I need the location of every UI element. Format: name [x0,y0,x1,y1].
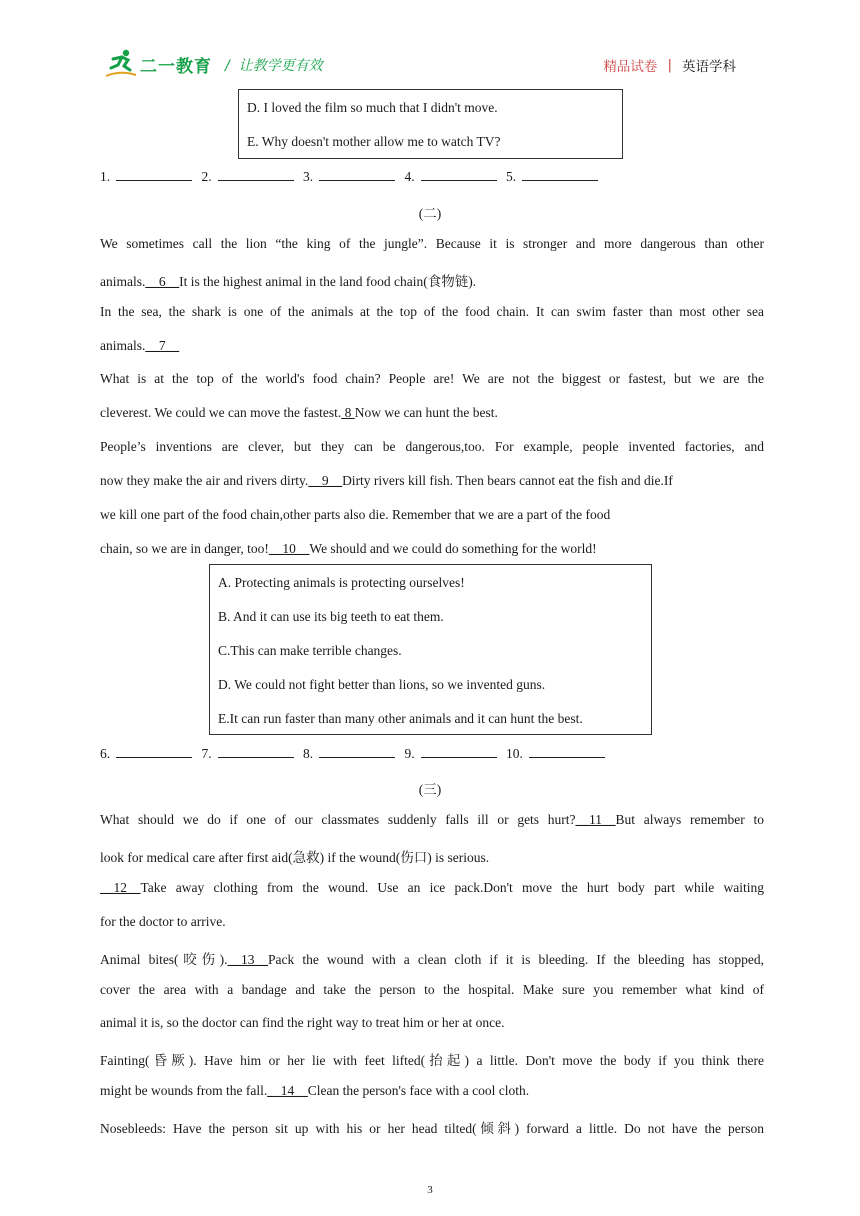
page-number: 3 [427,1184,433,1196]
paragraph-line: What is at the top of the world's food chain? People are! We are not the biggest or fastest, but we are the [100,371,764,386]
answer-blank[interactable] [522,168,598,181]
paragraph-line: In the sea, the shark is one of the animals at the top of the food chain. It can swim faster than most other sea [100,304,764,319]
paragraph-line: Animal bites(咬伤).__13__Pack the wound with a clean cloth if it is bleeding. If the bleeding has stopped, [100,952,764,967]
paragraph-line: Nosebleeds: Have the person sit up with his or her head tilted(倾斜) forward a little. Do not have the person [100,1121,764,1136]
header-category: 精品试卷 [603,59,658,75]
paragraph-line: __12__Take away clothing from the wound. Use an ice pack.Don't move the hurt body part while waiting [100,880,764,895]
header-separator: | [667,57,672,73]
answer-blank[interactable] [116,168,192,181]
paragraph-line: look for medical care after first aid(急救) if the wound(伤口) is serious. [100,850,490,865]
option-e: E. Why doesn't mother allow me to watch TV? [247,134,501,149]
paragraph-line: cleverest. We could we can move the fastest. 8 Now we can hunt the best. [100,405,498,420]
option-e: E.It can run faster than many other animals and it can hunt the best. [218,711,583,726]
answer-line-2: 6. 7. 8. 9. 10. [100,745,764,762]
options-box-1 [238,89,623,159]
paragraph-line: we kill one part of the food chain,other parts also die. Remember that we are a part of the food [100,507,611,522]
paragraph-line: animals.__7__ [100,338,180,353]
paragraph-line: chain, so we are in danger, too!__10__We should and we could do something for the world! [100,541,597,556]
header-subject: 英语学科 [682,59,736,75]
option-d: D. I loved the film so much that I didn't move. [247,100,498,115]
paragraph-line: animal it is, so the doctor can find the right way to treat him or her at once. [100,1015,505,1030]
paragraph-line: What should we do if one of our classmates suddenly falls ill or gets hurt?__11__But always remember to [100,812,764,827]
answer-line-1: 1. 2. 3. 4. 5. [100,168,764,185]
answer-blank[interactable] [529,745,605,758]
runner-logo-icon [104,48,138,80]
logo [104,46,212,82]
paragraph-line: We sometimes call the lion “the king of the jungle”. Because it is stronger and more dangerous than other [100,236,764,251]
slogan: / 让教学更有效 [225,58,323,74]
paragraph-line: animals.__6__It is the highest animal in the land food chain(食物链). [100,274,477,289]
page-header [0,0,860,80]
paragraph-line: Fainting(昏厥). Have him or her lie with feet lifted(抬起) a little. Don't move the body if you think there [100,1053,764,1068]
header-right [603,55,736,75]
answer-blank[interactable] [319,168,395,181]
answer-blank[interactable] [421,168,497,181]
option-d: D. We could not fight better than lions, so we invented guns. [218,677,546,692]
section-heading-3: (三) [418,782,442,797]
answer-blank[interactable] [218,745,294,758]
answer-blank[interactable] [116,745,192,758]
paragraph-line: cover the area with a bandage and take the person to the hospital. Make sure you remember what kind of [100,982,764,997]
paragraph-line: might be wounds from the fall.__14__Clean the person's face with a cool cloth. [100,1083,530,1098]
logo-text: 二一教育 [140,56,212,77]
section-heading-2: (二) [418,206,442,221]
option-c: C.This can make terrible changes. [218,643,402,658]
paragraph-line: now they make the air and rivers dirty.__9__Dirty rivers kill fish. Then bears cannot eat the fish and die.If [100,473,673,488]
answer-blank[interactable] [421,745,497,758]
paragraph-line: for the doctor to arrive. [100,914,226,929]
answer-blank[interactable] [218,168,294,181]
option-b: B. And it can use its big teeth to eat them. [218,609,444,624]
paragraph-line: People’s inventions are clever, but they can be dangerous,too. For example, people invented factories, and [100,439,764,454]
option-a: A. Protecting animals is protecting ourselves! [218,575,465,590]
answer-blank[interactable] [319,745,395,758]
options-box-2 [209,564,652,735]
